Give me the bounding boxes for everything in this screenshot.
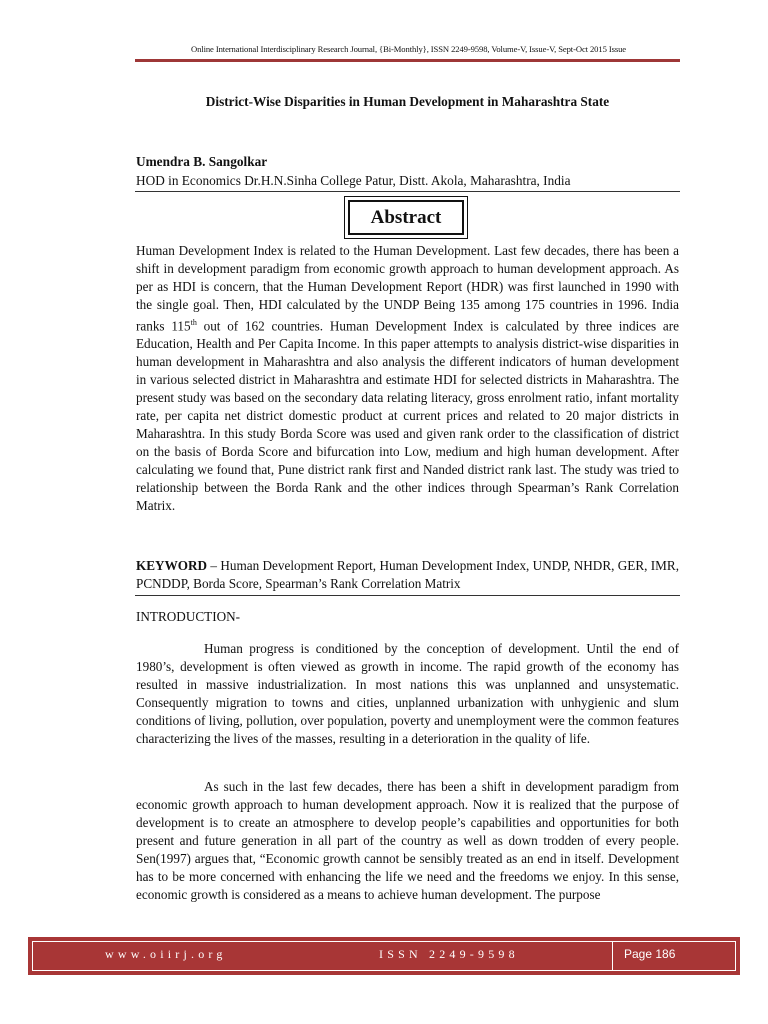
intro-paragraph-2: As such in the last few decades, there has been a shift in development paradigm from economic growth approach to human development approach. Now it is realized that the purpose of development is to create an atmosphere to develop people’s capabilities and opportunities for both present and future generation in all part of the country as well as down trodden of every people. Sen(1997) argues that, “Economic growth cannot be sensibly treated as an end in itself. Development has to be more concerned with enhancing the life we need and the freedoms we enjoy. In this sense, economic growth is considered as a means to achieve human development. The purpose — [136, 779, 679, 902]
header-rule — [135, 59, 680, 62]
keywords-list: – Human Development Report, Human Development Index, UNDP, NHDR, GER, IMR, PCNDDP, Borda Score, Spearman’s Rank Correlation Matrix — [136, 558, 679, 591]
keywords — [136, 557, 679, 593]
footer-website: www.oiirj.org — [105, 947, 227, 961]
running-head: Online International Interdisciplinary Research Journal, {Bi-Monthly}, ISSN 2249-9598, Volume-V, Issue-V, Sept-Oct 2015 Issue — [190, 44, 626, 54]
footer-issn: ISSN 2249-9598 — [379, 947, 519, 961]
abstract-heading: Abstract — [348, 200, 464, 235]
abstract-text — [136, 242, 679, 515]
keywords-rule — [135, 595, 680, 596]
page-footer — [28, 937, 740, 975]
author-name: Umendra B. Sangolkar — [136, 154, 268, 169]
footer-page-number: Page 186 — [624, 947, 676, 961]
footer-divider — [612, 941, 613, 971]
abstract-text-part-1: Human Development Index is related to the Human Development. Last few decades, there has been a shift in development paradigm from economic growth approach to human development approach. As per as HDI is concern, that the Human Development Report (HDR) was first launched in 1990 with the single goal. Then, HDI calculated by the UNDP Being 135 among 175 countries in 1996. India ranks 115 — [136, 243, 679, 334]
introduction-heading: INTRODUCTION- — [136, 609, 241, 624]
author-affiliation: HOD in Economics Dr.H.N.Sinha College Patur, Distt. Akola, Maharashtra, India — [136, 173, 571, 188]
abstract-heading-box — [344, 196, 468, 239]
intro-paragraph-1: Human progress is conditioned by the conception of development. Until the end of 1980’s, development is often viewed as growth in income. The rapid growth of the economy has resulted in massive industrialization. In most nations this was unplanned and unsystematic. Consequently migration to towns and cities, unplanned urbanization with unhygienic and slum conditions of living, pollution, over population, poverty and unemployment were the common features characterizing the lives of the masses, resulting in a deterioration in the quality of life. — [136, 641, 679, 746]
abstract-text-part-2: out of 162 countries. Human Development Index is calculated by three indices are Education, Health and Per Capita Income. In this paper attempts to analysis district-wise disparities in human development in Maharashtra and also analysis the different indicators of human development in various selected district in Maharashtra and estimate HDI for selected districts in Maharashtra. The present study was based on the secondary data relating literacy, gross enrolment ratio, infant mortality rate, per capita net district domestic product at current prices and related to 20 major districts in Maharashtra. In this study Borda Score was used and given rank order to the classification of district on the basis of Borda Score and bifurcation into Low, medium and high human development. After calculating we found that, Pune district rank first and Nanded district rank last. The study was tried to relationship between the Borda Rank and the other indices through Spearman’s Rank Correlation Matrix. — [136, 318, 679, 514]
abstract-superscript: th — [190, 318, 197, 327]
keywords-label: KEYWORD — [136, 558, 208, 573]
paper-title: District-Wise Disparities in Human Development in Maharashtra State — [205, 94, 610, 109]
affiliation-rule — [135, 191, 680, 192]
